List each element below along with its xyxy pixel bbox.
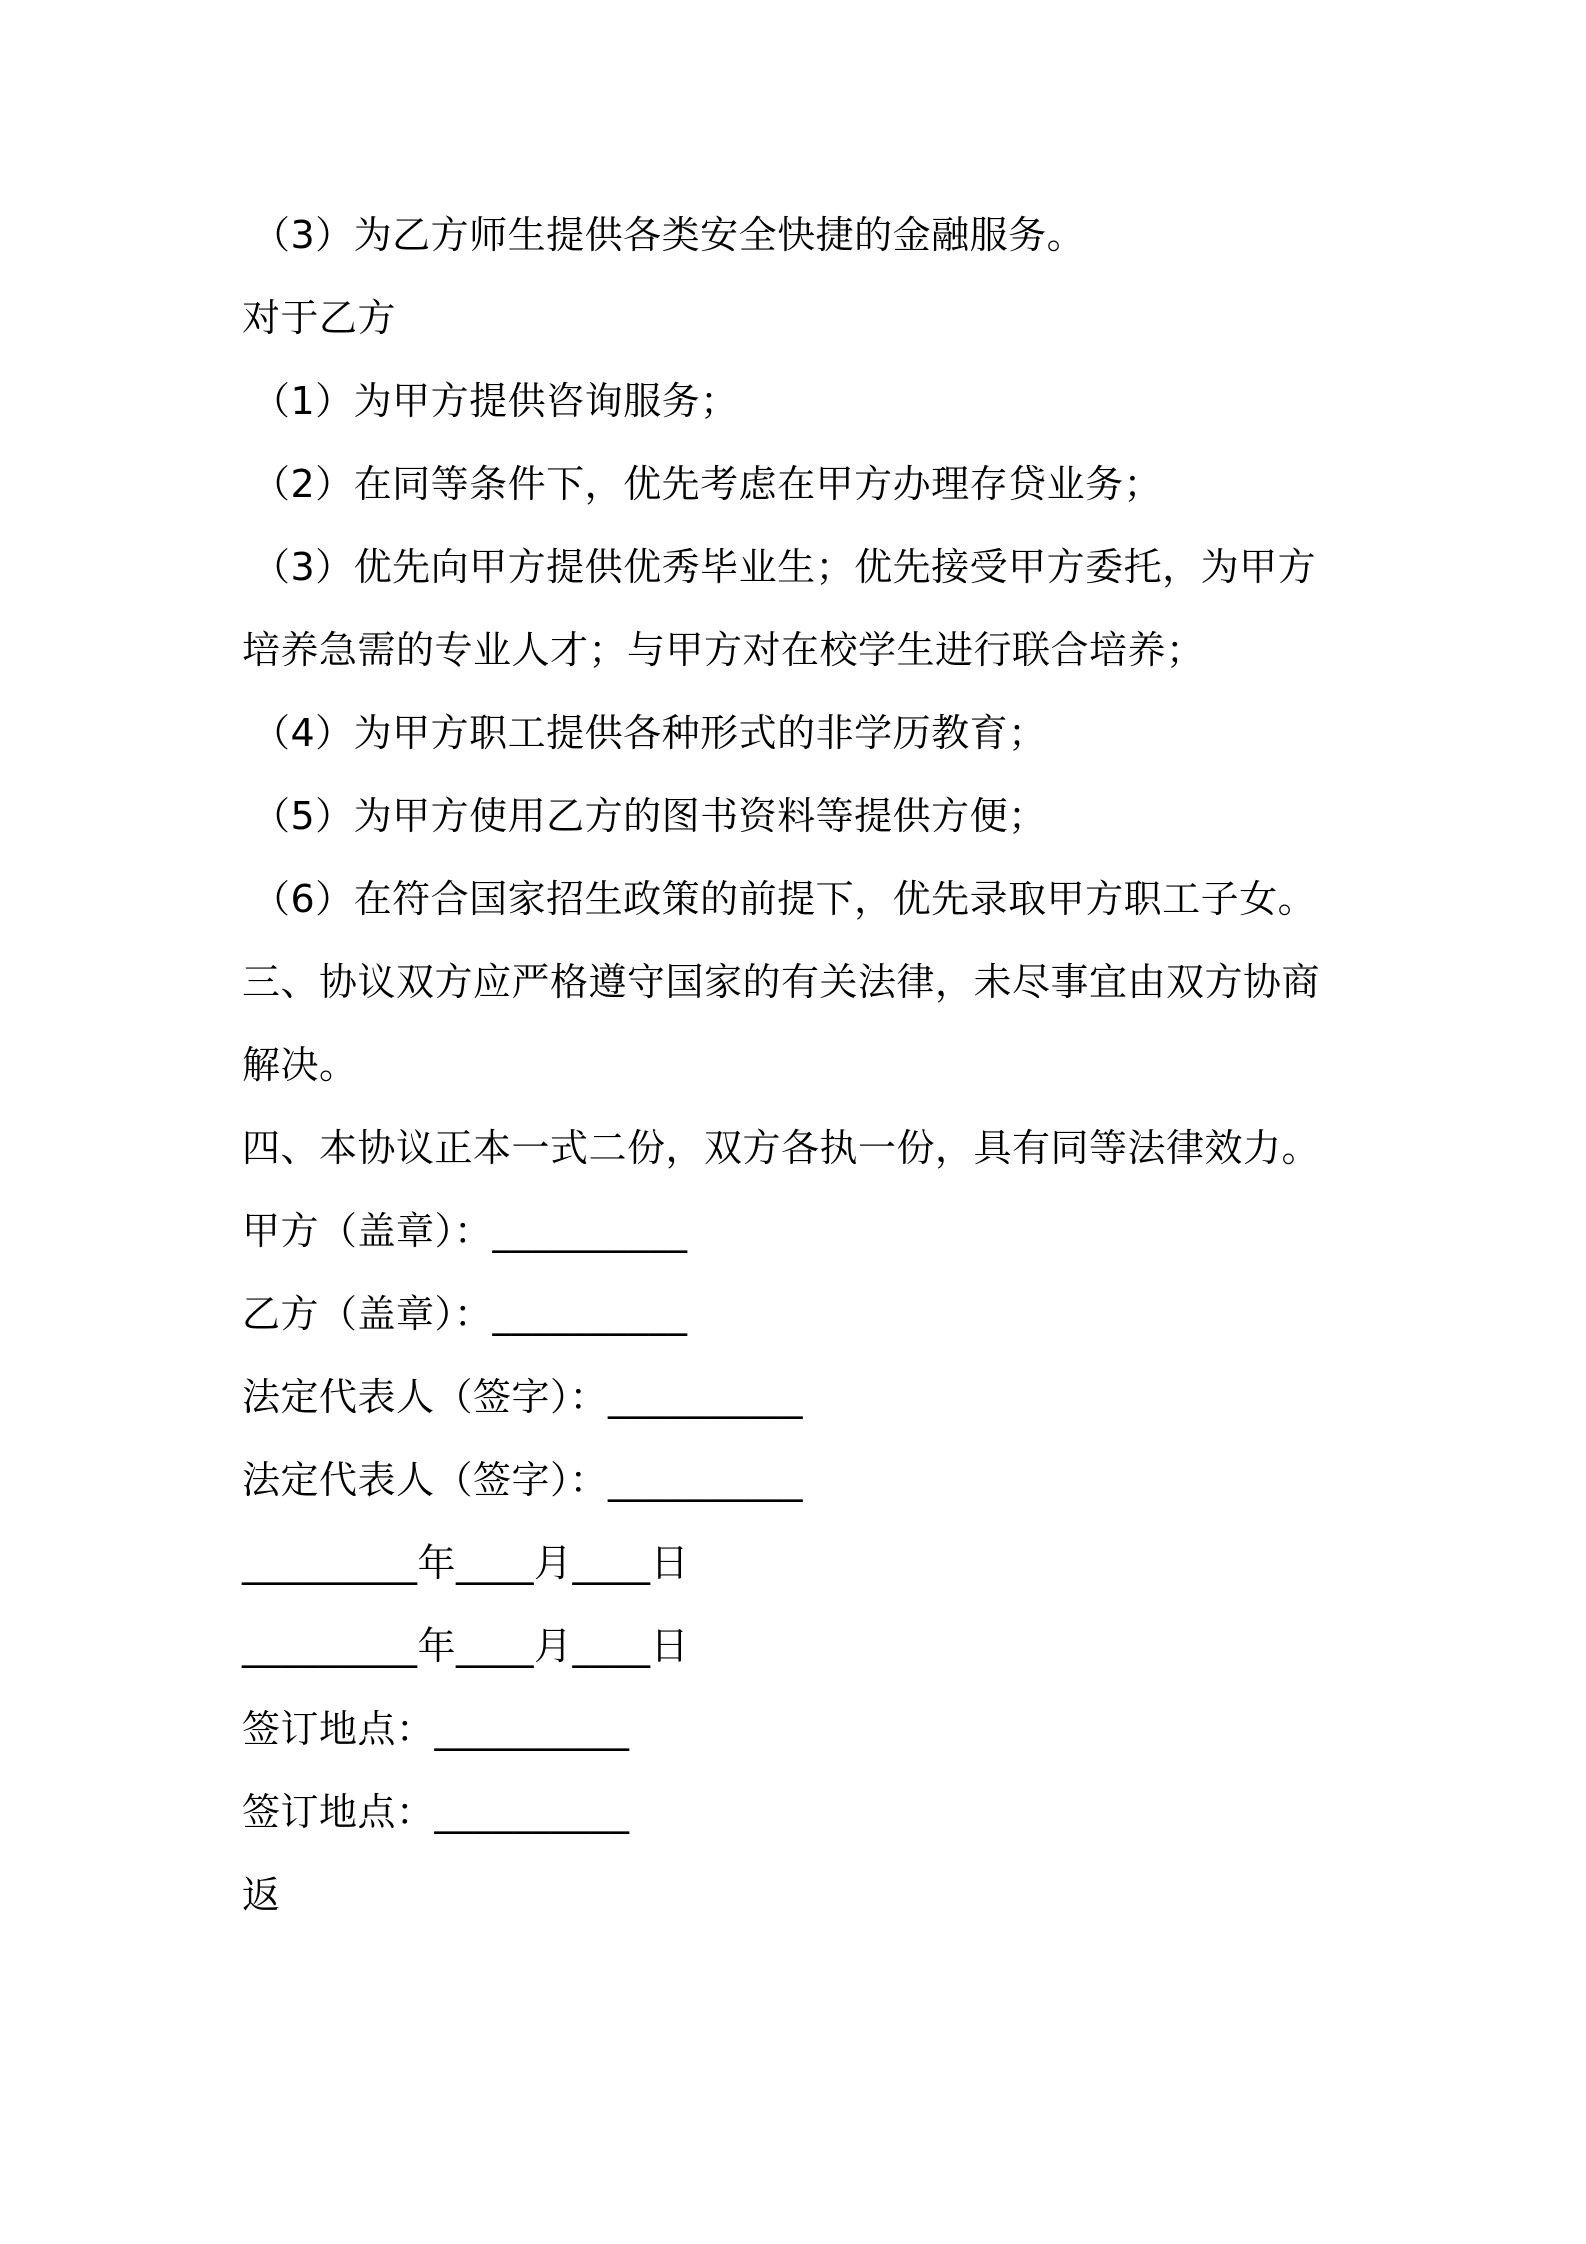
clause-item-4-party-b: （4）为甲方职工提供各种形式的非学历教育； bbox=[252, 711, 1047, 755]
article-four: 四、本协议正本一式二份，双方各执一份，具有同等法律效力。 bbox=[242, 1126, 1321, 1170]
section-heading-party-b: 对于乙方 bbox=[242, 296, 397, 340]
clause-item-5-party-b: （5）为甲方使用乙方的图书资料等提供方便； bbox=[252, 794, 1047, 838]
article-three: 三、协议双方应严格遵守国家的有关法律，未尽事宜由双方协商 bbox=[242, 960, 1321, 1004]
party-a-seal-field: 甲方（盖章）：__________ bbox=[242, 1209, 688, 1253]
date-field-b: _________年____月____日 bbox=[242, 1624, 690, 1668]
signing-location-field-a: 签订地点：__________ bbox=[242, 1707, 630, 1751]
signing-location-field-b: 签订地点：__________ bbox=[242, 1790, 630, 1834]
date-field-a: _________年____月____日 bbox=[242, 1541, 690, 1585]
legal-representative-signature-field-a: 法定代表人（签字）：__________ bbox=[242, 1375, 804, 1419]
clause-item-1-party-b: （1）为甲方提供咨询服务； bbox=[252, 379, 739, 423]
clause-item-6-party-b: （6）在符合国家招生政策的前提下，优先录取甲方职工子女。 bbox=[252, 877, 1317, 921]
clause-item-3-party-b-continued: 培养急需的专业人才；与甲方对在校学生进行联合培养； bbox=[242, 628, 1205, 672]
clause-item-3-party-b: （3）优先向甲方提供优秀毕业生；优先接受甲方委托，为甲方 bbox=[252, 545, 1317, 589]
article-three-continued: 解决。 bbox=[242, 1043, 358, 1087]
document-body bbox=[242, 194, 1362, 1937]
party-b-seal-field: 乙方（盖章）：__________ bbox=[242, 1292, 688, 1336]
clause-item-3-party-a: （3）为乙方师生提供各类安全快捷的金融服务。 bbox=[252, 213, 1086, 257]
trailing-text: 返 bbox=[242, 1873, 281, 1917]
legal-representative-signature-field-b: 法定代表人（签字）：__________ bbox=[242, 1458, 804, 1502]
clause-item-2-party-b: （2）在同等条件下，优先考虑在甲方办理存贷业务； bbox=[252, 462, 1163, 506]
